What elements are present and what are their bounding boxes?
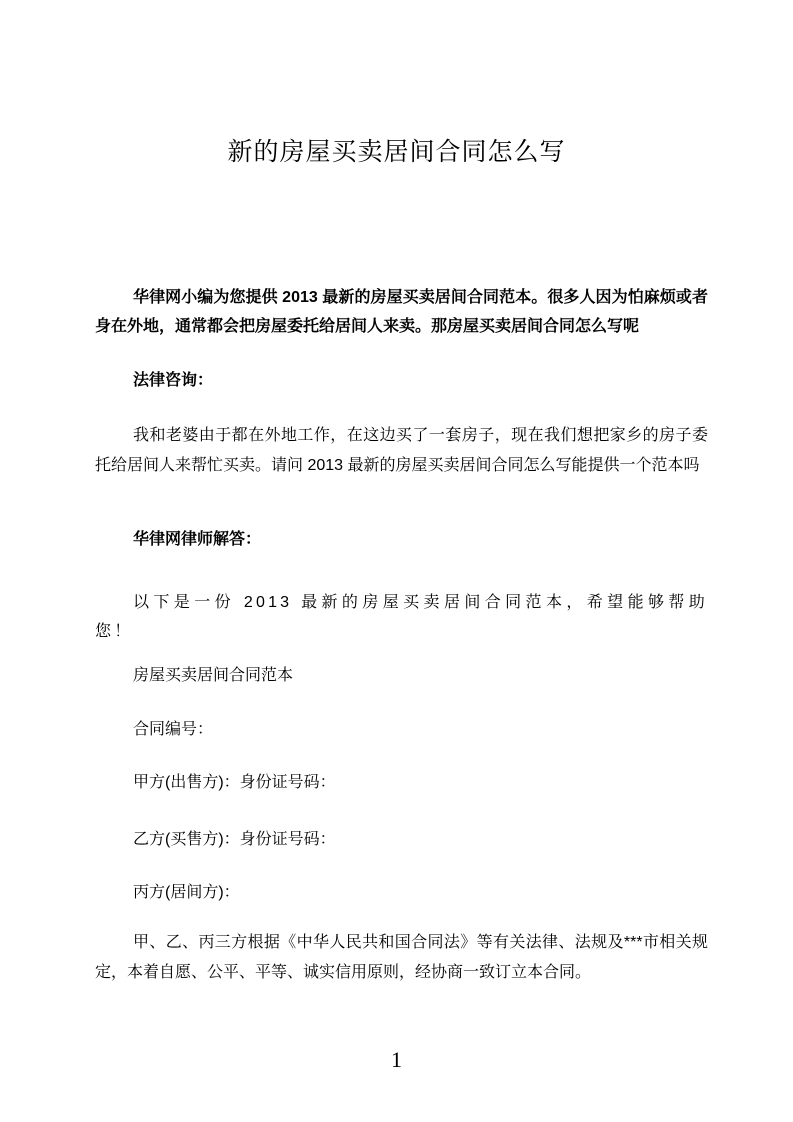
party-c-line: 丙方(居间方)： [133,884,240,901]
lawyer-answer-heading: 华律网律师解答： [133,531,262,548]
party-a-line: 甲方(出售方)：身份证号码： [133,774,336,791]
page-number: 1 [391,1047,402,1072]
basis-paragraph: 甲、乙、丙三方根据《中华人民共和国合同法》等有关法律、法规及***市相关规定，本着自愿、公平、平等、诚实信用原则，经协商一致订立本合同。 [95,934,708,981]
sample-contract-title-line: 房屋买卖居间合同范本 [133,667,294,684]
party-b-line: 乙方(买售方)：身份证号码： [133,831,336,848]
document-title: 新的房屋买卖居间合同怎么写 [227,138,566,166]
contract-number-line: 合同编号： [133,721,214,738]
legal-consult-heading: 法律咨询： [133,372,214,389]
answer-intro-paragraph: 以下是一份 2013 最新的房屋买卖居间合同范本，希望能够帮助您！ [95,594,708,640]
intro-paragraph: 华律网小编为您提供 2013 最新的房屋买卖居间合同范本。很多人因为怕麻烦或者身在外地，通常都会把房屋委托给居间人来卖。那房屋买卖居间合同怎么写呢 [95,289,708,335]
consult-question-paragraph: 我和老婆由于都在外地工作，在这边买了一套房子，现在我们想把家乡的房子委托给居间人来帮忙买卖。请问 2013 最新的房屋买卖居间合同怎么写能提供一个范本吗 [95,427,708,474]
